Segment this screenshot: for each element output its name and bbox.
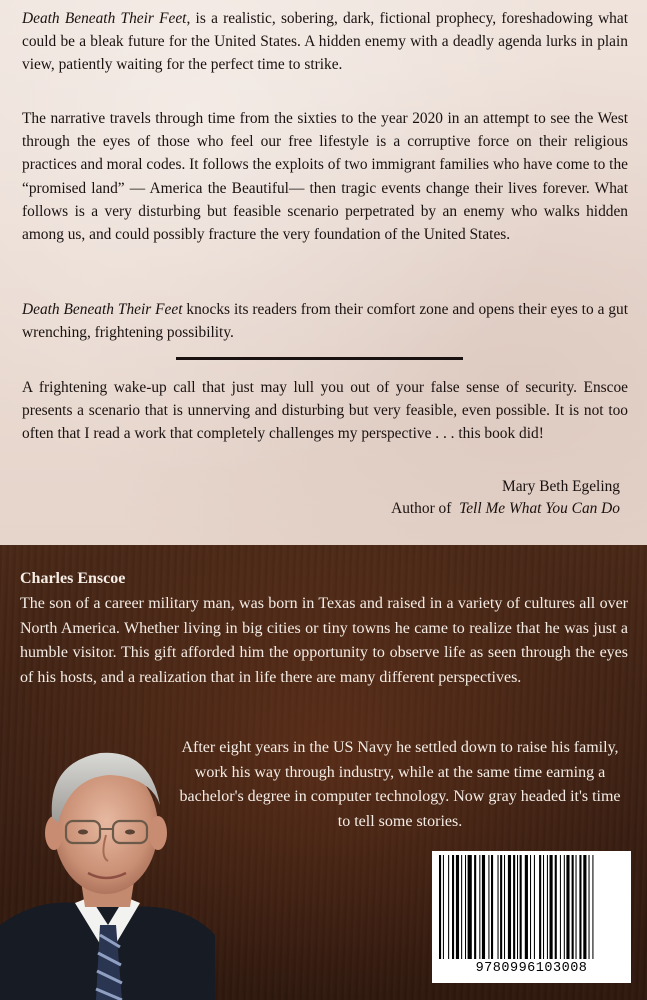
barcode-bar [520,855,522,959]
barcode-bar [589,855,590,959]
barcode-bar [555,855,557,959]
reviewer-name: Mary Beth Egeling [502,478,620,495]
barcode-bar [500,855,502,959]
isbn-digits: 9780996103008 [475,961,588,976]
barcode-bar [583,855,586,959]
author-bio-2: After eight years in the US Navy he settled down to raise his family, work his way through industry, while at the same time earning a bachelor's degree in computer technology. Now gray headed it's time to tell some stories. [179,739,621,830]
author-panel [0,545,647,1000]
barcode-bar [539,855,541,959]
barcode-bar [461,855,462,959]
barcode-bar [468,855,472,959]
barcode-bar [448,855,449,959]
barcode-bar [452,855,454,959]
barcode-bar [491,855,493,959]
barcode-bar [560,855,561,959]
blurb-text-1: , is a realistic, sobering, dark, fictional prophecy, foreshadowing what could be a bleak future for the United States. A hidden enemy with a deadly agenda lurks in plain view, patiently waiting for the perfect time to strike. [22,10,628,74]
barcode-bar [474,855,476,959]
author-photo [0,725,215,1000]
blurb-paragraph-2: The narrative travels through time from the sixties to the year 2020 in an attempt to see the West through the eyes of those who feel our free lifestyle is a corruptive force on their religious practices and moral codes. It follows the exploits of two immigrant families who have come to the “promised land” — America the Beautiful— then tragic events change their lives forever. What follows is a very disturbing but feasible scenario perpetrated by an enemy who walks hidden among us, and could possibly fracture the very foundation of the United States. [22,110,628,244]
barcode-bar [498,855,499,959]
barcode-bar [579,855,581,959]
barcode-bar [465,855,466,959]
book-title-italic: Death Beneath Their Feet [22,10,187,27]
reviewer-credit-prefix: Author of [391,500,452,517]
barcode-bar [482,855,485,959]
reviewer-credit [391,500,620,518]
barcode-bar [564,855,565,959]
reviewer-book-title: Tell Me What You Can Do [459,500,620,517]
barcode-bar [517,855,518,959]
barcode-bar [530,855,531,959]
blurb-paragraph-3 [22,298,628,344]
barcode-bar [566,855,569,959]
barcode-bar [572,855,574,959]
barcode-bar [550,855,553,959]
barcode-bar [525,855,528,959]
barcode-bar [508,855,511,959]
barcode-bar [547,855,548,959]
barcode-bar [543,855,544,959]
barcode-bar [576,855,577,959]
author-name: Charles Enscoe [20,570,126,587]
barcode-bars [435,855,628,959]
divider-rule [176,357,463,360]
barcode-bar [443,855,444,959]
isbn-barcode [432,851,631,983]
barcode-bar [513,855,515,959]
barcode-bar [456,855,459,959]
author-bio-1: The son of a career military man, was born in Texas and raised in a variety of cultures all over North America. Whether living in big cities or tiny towns he came to realize that he was just a humble visitor. This gift afforded him the opportunity to observe life as seen through the eyes of his hosts, and a realization that in life there are many different perspectives. [20,595,628,686]
barcode-bar [592,855,593,959]
barcode-bar [488,855,489,959]
barcode-bar [439,855,441,959]
review-quote: A frightening wake-up call that just may lull you out of your false sense of security. Enscoe presents a scenario that is unnerving and disturbing but very feasible, even possible. It is not too often that I read a work that completely challenges my perspective . . . this book did! [22,379,628,443]
blurb-text-3: knocks its readers from their comfort zone and opens their eyes to a gut wrenching, frightening possibility. [22,301,628,342]
barcode-bar [504,855,505,959]
blurb-paragraph-1 [22,7,628,77]
book-title-italic: Death Beneath Their Feet [22,301,183,318]
barcode-bar [479,855,480,959]
barcode-bar [534,855,535,959]
